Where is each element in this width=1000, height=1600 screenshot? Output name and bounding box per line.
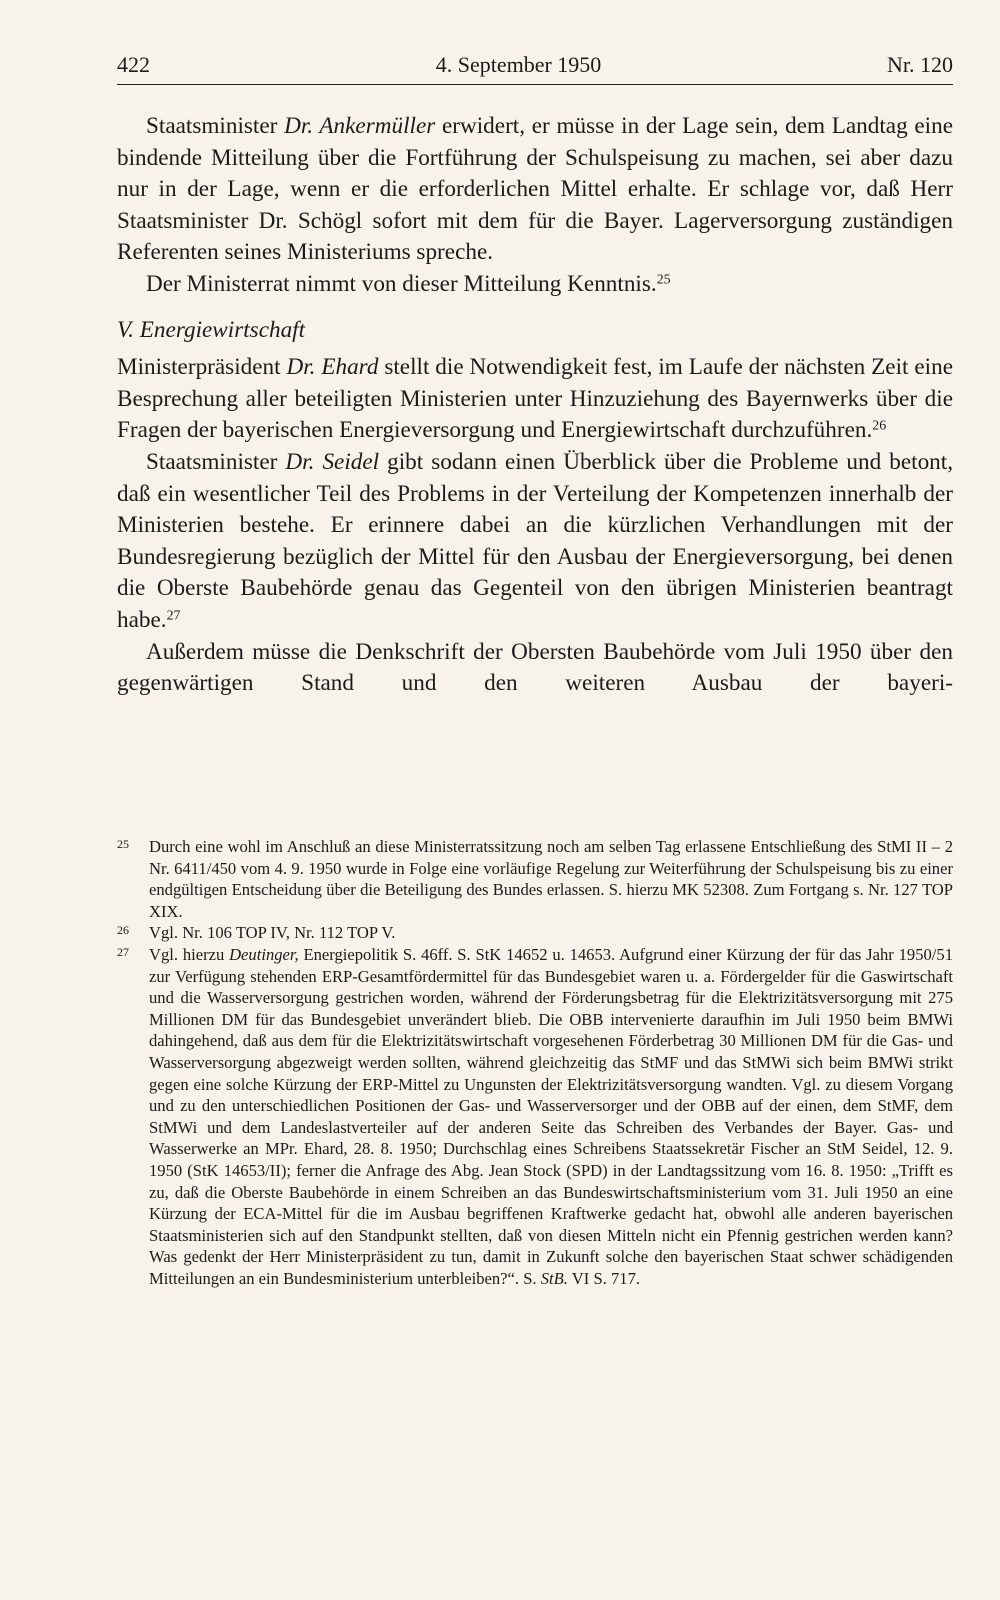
footnotes: [117, 836, 953, 1289]
speaker-name: Dr. Ehard: [286, 354, 379, 381]
footnote-ref-27[interactable]: 27: [166, 608, 181, 624]
footnote-text: Vgl. Nr. 106 TOP IV, Nr. 112 TOP V.: [149, 923, 396, 943]
paragraph-denkschrift: Außerdem müsse die Denkschrift der Obersten Baubehörde vom Juli 1950 über den gegenwärtigen Stand und den weiteren Ausbau der bayeri-: [117, 638, 953, 697]
paragraph-ehard: Ministerpräsident Dr. Ehard stellt die Notwendigkeit fest, im Laufe der nächsten Zeit eine Besprechung aller beteiligten Ministerien unter Hinzuziehung des Bayernwerks über die Fragen der bayerischen Energieversorgung und Energiewirtschaft durchzuführen.$^{26}$: [117, 354, 953, 444]
footnote-26: [117, 922, 953, 944]
footnote-text: Vgl. hierzu Deutinger, Energiepolitik S. 46ff. S. StK 14652 u. 14653. Aufgrund einer Kürzung der für das Jahr 1950/51 zur Verfügung stehenden ERP-Gesamtfördermittel für das Bundesgebiet waren u. a. Fördergelder für die Gaswirtschaft und die Wasserversorgung gestrichen worden, während der Förderungsbetrag für die Elektrizitätsversorgung mit 275 Millionen DM für das Bundesgebiet unverändert blieb. Die OBB intervenierte daraufhin im Juli 1950 beim BMWi dahingehend, daß aus dem für die Elektrizitätswirtschaft vorgesehenen Förderbetrag 30 Millionen DM für die Gas- und Wasserversorgung abgezweigt werden sollten, während gleichzeitig das StMF und das StMWi sich beim BMWi strikt gegen eine solche Kürzung der ERP-Mittel zu Ungunsten der Elektrizitätsversorgung wandten. Vgl. zu diesem Vorgang und zu den unterschiedlichen Positionen der Gas- und Wasserversorger und der OBB auf der einen, dem StMF, dem StMWi und dem Landeslastverteiler auf der anderen Seite das Schreiben des Verbandes der Bayer. Gas- und Wasserwerke an MPr. Ehard, 28. 8. 1950; Durchschlag eines Schreibens Staatssekretär Fischer an StM Seidel, 12. 9. 1950 (StK 14653/II); ferner die Anfrage des Abg. Jean Stock (SPD) in der Landtagssitzung vom 16. 8. 1950: „Trifft es zu, daß die Oberste Baubehörde in einem Schreiben an das Bundeswirtschaftsministerium vom 31. Juli 1950 an eine Kürzung der ECA-Mittel für die im Ausbau begriffenen Kraftwerke gedacht hat, obwohl alle anderen bayerischen Staatsministerien sich auf den Standpunkt stellten, daß von diesen Mitteln nicht ein Pfennig gestrichen werden kann? Was gedenkt der Herr Ministerpräsident zu tun, damit in Zukunft solche den bayerischen Staat schwer schädigenden Mitteilungen an ein Bundesministerium unterbleiben?“. S. StB. VI S. 717.: [149, 944, 953, 1288]
speaker-name: Dr. Seidel: [285, 448, 380, 475]
source-abbreviation: StB.: [540, 1268, 568, 1288]
section-heading: V. Energiewirtschaft: [117, 316, 306, 343]
footnote-27: [117, 944, 953, 1290]
running-header: [117, 52, 953, 85]
footnote-number: 27: [117, 944, 129, 959]
footnote-25: [117, 836, 953, 922]
main-text: [117, 111, 953, 700]
document-page: [117, 52, 953, 1288]
footnote-number: 26: [117, 923, 129, 938]
author-name: Deutinger,: [229, 944, 299, 964]
footnote-ref-26[interactable]: 26: [872, 418, 887, 434]
footnote-text: Durch eine wohl im Anschluß an diese Ministerratssitzung noch am selben Tag erlassene Entschließung des StMI II – 2 Nr. 6411/450 vom 4. 9. 1950 wurde in Folge eine vorläufige Regelung zur Weiterführung der Schulspeisung bis zu einer endgültigen Entscheidung über die Beteiligung des Bundes erlassen. S. hierzu MK 52308. Zum Fortgang s. Nr. 127 TOP XIX.: [149, 837, 953, 921]
speaker-name: Dr. Ankermüller: [284, 113, 436, 139]
footnote-number: 25: [117, 837, 129, 851]
document-number: Nr. 120: [887, 52, 953, 77]
paragraph-seidel: Staatsminister Dr. Seidel gibt sodann einen Überblick über die Probleme und betont, daß ein wesentlicher Teil des Problems in der Verteilung der Kompetenzen innerhalb der Ministerien bestehe. Er erinnere dabei an die kürzlichen Verhandlungen mit der Bundesregierung bezüglich der Mittel für den Ausbau der Energieversorgung, bei denen die Oberste Baubehörde genau das Gegenteil von den übrigen Ministerien beantragt habe.$^{27}$: [117, 448, 953, 633]
footnote-ref-25[interactable]: 25: [656, 272, 671, 288]
paragraph-ankermueller: Staatsminister Dr. Ankermüller erwidert, er müsse in der Lage sein, dem Landtag eine bindende Mitteilung über die Fortführung der Schulspeisung zu machen, sei aber dazu nur in der Lage, wenn er die erforderlichen Mittel erhalte. Er schlage vor, daß Herr Staatsminister Dr. Schögl sofort mit dem für die Bayer. Lagerversorgung zuständigen Referenten seines Ministeriums spreche.: [117, 113, 953, 266]
header-date: 4. September 1950: [435, 52, 602, 77]
page-number: 422: [117, 52, 150, 77]
paragraph-kenntnis: Der Ministerrat nimmt von dieser Mitteilung Kenntnis.$^{25}$: [146, 270, 671, 297]
